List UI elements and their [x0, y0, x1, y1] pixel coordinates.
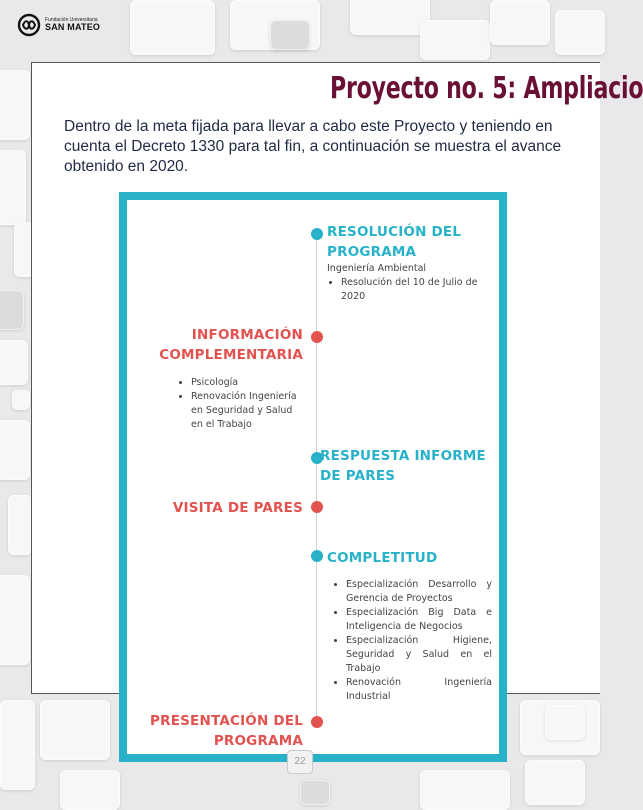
timeline-heading-informacion: INFORMACIÓN COMPLEMENTARIA [159, 327, 303, 363]
bg-tile [8, 495, 32, 555]
timeline-line [316, 228, 317, 718]
bg-tile [0, 700, 35, 790]
timeline-body-resolucion: Ingeniería Ambiental • Resolución del 10 de Julio de 2020 [327, 262, 492, 304]
bg-tile [270, 20, 310, 50]
slide-title: Proyecto no. 5: Ampliacio [330, 71, 643, 106]
bg-tile [40, 700, 110, 760]
bg-tile [60, 770, 120, 810]
bg-tile [420, 20, 490, 60]
timeline-dot [311, 228, 323, 240]
bg-tile [420, 770, 510, 810]
bg-tile [0, 70, 30, 140]
bg-tile [130, 0, 215, 55]
timeline-dot [311, 550, 323, 562]
bg-tile [490, 0, 550, 45]
timeline-frame [119, 192, 507, 762]
logo [18, 14, 100, 36]
timeline-heading-presentacion: PRESENTACIÓN DEL PROGRAMA [150, 713, 303, 749]
bg-tile [0, 340, 28, 385]
bg-tile [300, 780, 330, 805]
timeline-heading-completitud: COMPLETITUD [327, 550, 438, 566]
timeline-heading-respuesta: RESPUESTA INFORME DE PARES [320, 448, 486, 484]
bg-tile [0, 150, 26, 225]
bg-tile [545, 705, 585, 740]
bg-tile [12, 390, 30, 410]
logo-mark-icon [18, 14, 40, 36]
timeline-heading-visita: VISITA DE PARES [172, 500, 303, 516]
timeline-body-completitud: • Especialización Desarrollo y Gerencia de Proyectos • Especialización Big Data e Inteligencia de Negocios • Especialización Higiene, Seguridad y Salud en el Trabajo • Renovación Ingeniería Industrial [332, 578, 492, 704]
bg-tile [0, 290, 24, 330]
bg-tile [350, 0, 430, 35]
bg-tile [0, 420, 30, 480]
timeline-heading-resolucion: RESOLUCIÓN DEL PROGRAMA [327, 224, 462, 260]
bg-tile [0, 575, 30, 665]
timeline-dot [311, 716, 323, 728]
bg-tile [555, 10, 605, 55]
logo-line2: SAN MATEO [45, 22, 101, 32]
bg-tile [525, 760, 585, 805]
slide-intro-text: Dentro de la meta fijada para llevar a cabo este Proyecto y teniendo en cuenta el Decreto 1330 para tal fin, a continuación se muestra el avance obtenido en 2020. [64, 118, 562, 175]
timeline-body-informacion: • Psicología • Renovación Ingeniería en Seguridad y Salud en el Trabajo [177, 376, 307, 432]
page-number: 22 [287, 750, 313, 774]
timeline-dot [311, 331, 323, 343]
timeline-dot [311, 501, 323, 513]
logo-line1: Fundación Universitaria [45, 17, 98, 23]
